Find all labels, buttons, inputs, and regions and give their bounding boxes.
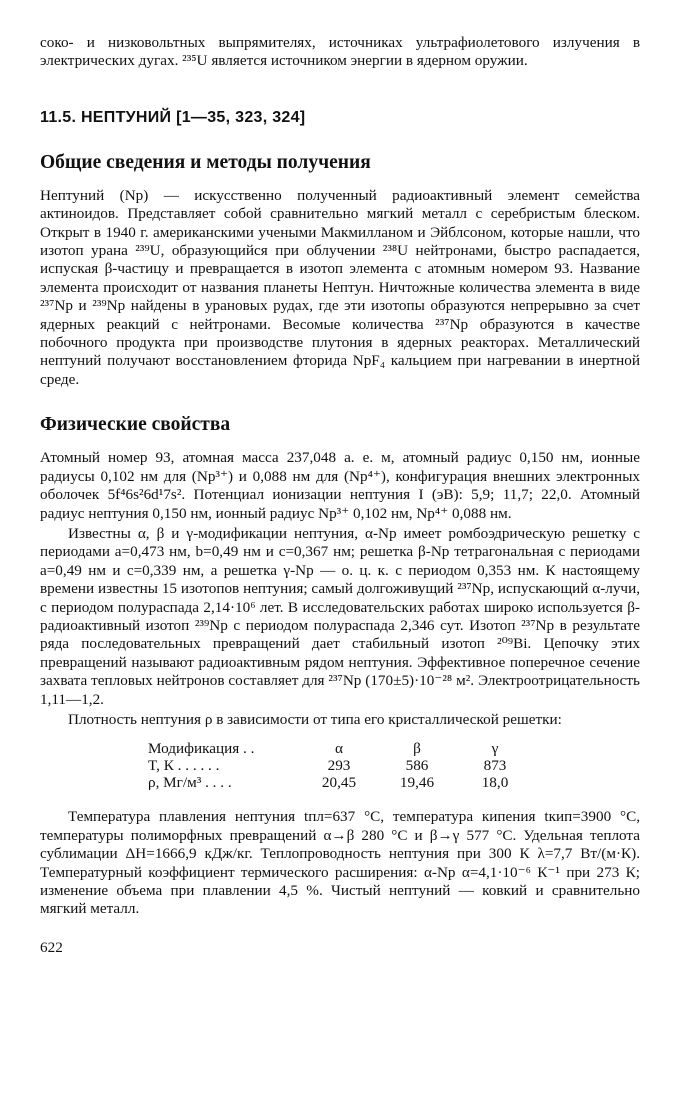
- table-cell: 20,45: [321, 774, 357, 792]
- physical-heading: Физические свойства: [40, 414, 231, 436]
- table-row: [148, 774, 534, 791]
- table-cell: 19,46: [399, 774, 435, 792]
- general-paragraph: Нептуний (Np) — искусственно полученный радиоактивный элемент семейства актиноидов. Представляет собой сравнительно мягкий металл с серебристым блеском. Открыт в 1940 г. американскими учеными Макмилланом и Эйблсоном, которые нашли, что изотоп урана ²³⁹U, образующийся при облучении ²³⁸U нейтронами, быстро распадается, испуская β-частицу и превращается в изотоп элемента с атомным номером 93. Название элемента происходит от названия планеты Нептун. Ничтожные количества элемента в виде ²³⁷Np и ²³⁹Np найдены в урановых рудах, где эти изотопы образуются непрерывно за счет ядерных реакций с нейтронами. Весомые количества ²³⁷Np образуются в качестве побочного продукта при производстве плутония в ядерных реакторах. Металлический нептуний получают восстановлением фторида NpF₄ кальцием при нагревании в инертной среде.: [40, 186, 640, 388]
- table-cell: β: [413, 740, 421, 758]
- table-cell: 18,0: [481, 774, 509, 792]
- document-page: [40, 34, 640, 957]
- density-intro-paragraph: Плотность нептуния ρ в зависимости от типа его кристаллической решетки:: [68, 710, 562, 728]
- table-row: [148, 757, 534, 774]
- general-heading: Общие сведения и методы получения: [40, 151, 371, 173]
- table-cell: 873: [483, 757, 507, 775]
- intro-paragraph: соко- и низковольтных выпрямителях, источниках ультрафиолетового излучения в электрических дугах. ²³⁵U является источником энергии в ядерном оружии.: [40, 34, 640, 70]
- table-row: [148, 740, 534, 757]
- table-cell: α: [335, 740, 343, 758]
- page-number: 622: [40, 938, 63, 956]
- table-cell: 586: [405, 757, 429, 775]
- thermal-properties-paragraph: Температура плавления нептуния tпл=637 °С, температура кипения tкип=3900 °С, температуры полиморфных превращений α→β 280 °С и β→γ 577 °С. Удельная теплота сублимации ΔH=1666,9 кДж/кг. Теплопроводность нептуния при 300 К λ=7,7 Вт/(м·К). Температурный коэффициент термического расширения: α-Np α=4,1·10⁻⁶ К⁻¹ при 273 К; изменение объема при плавлении 4,5 %. Чистый нептуний — ковкий и сравнительно мягкий металл.: [40, 808, 640, 918]
- table-cell: 293: [327, 757, 351, 775]
- row-label: Модификация . .: [148, 740, 255, 758]
- row-label: T, К . . . . . .: [148, 757, 220, 775]
- row-label: ρ, Мг/м³ . . . .: [148, 774, 232, 792]
- table-cell: γ: [491, 740, 499, 758]
- physical-paragraph-1: Атомный номер 93, атомная масса 237,048 а. е. м, атомный радиус 0,150 нм, ионные радиусы 0,102 нм для (Np³⁺) и 0,088 нм для (Np⁴⁺), конфигурация внешних электронных оболочек 5f⁴6s²6d¹7s². Потенциал ионизации нептуния I (эВ): 5,9; 11,7; 22,0. Атомный радиус нептуния 0,150 нм, ионный радиус Np³⁺ 0,102 нм, Np⁴⁺ 0,088 нм.: [40, 449, 640, 522]
- section-heading: 11.5. НЕПТУНИЙ [1—35, 323, 324]: [40, 108, 306, 126]
- physical-paragraph-2: Известны α, β и γ-модификации нептуния, α-Np имеет ромбоэдрическую решетку с периодами a=0,473 нм, b=0,49 нм и c=0,367 нм; решетка β-Np тетрагональная с периодами a=0,49 нм и c=0,339 нм, а решетка γ-Np — о. ц. к. с периодом 0,353 нм. К настоящему времени известны 15 изотопов нептуния; самый долгоживущий ²³⁷Np, испускающий α-лучи, с периодом полураспада 2,14·10⁶ лет. В исследовательских работах широко используется β-радиоактивный изотоп ²³⁹Np с периодом полураспада 2,346 сут. Изотоп ²³⁷Np в результате ряда последовательных превращений дает стабильный изотоп ²⁰⁹Bi. Цепочку этих превращений называют радиоактивным рядом нептуния. Эффективное поперечное сечение захвата тепловых нейтронов составляет для ²³⁷Np (170±5)·10⁻²⁸ м². Электроотрицательность 1,11—1,2.: [40, 524, 640, 708]
- density-table: [148, 740, 534, 791]
